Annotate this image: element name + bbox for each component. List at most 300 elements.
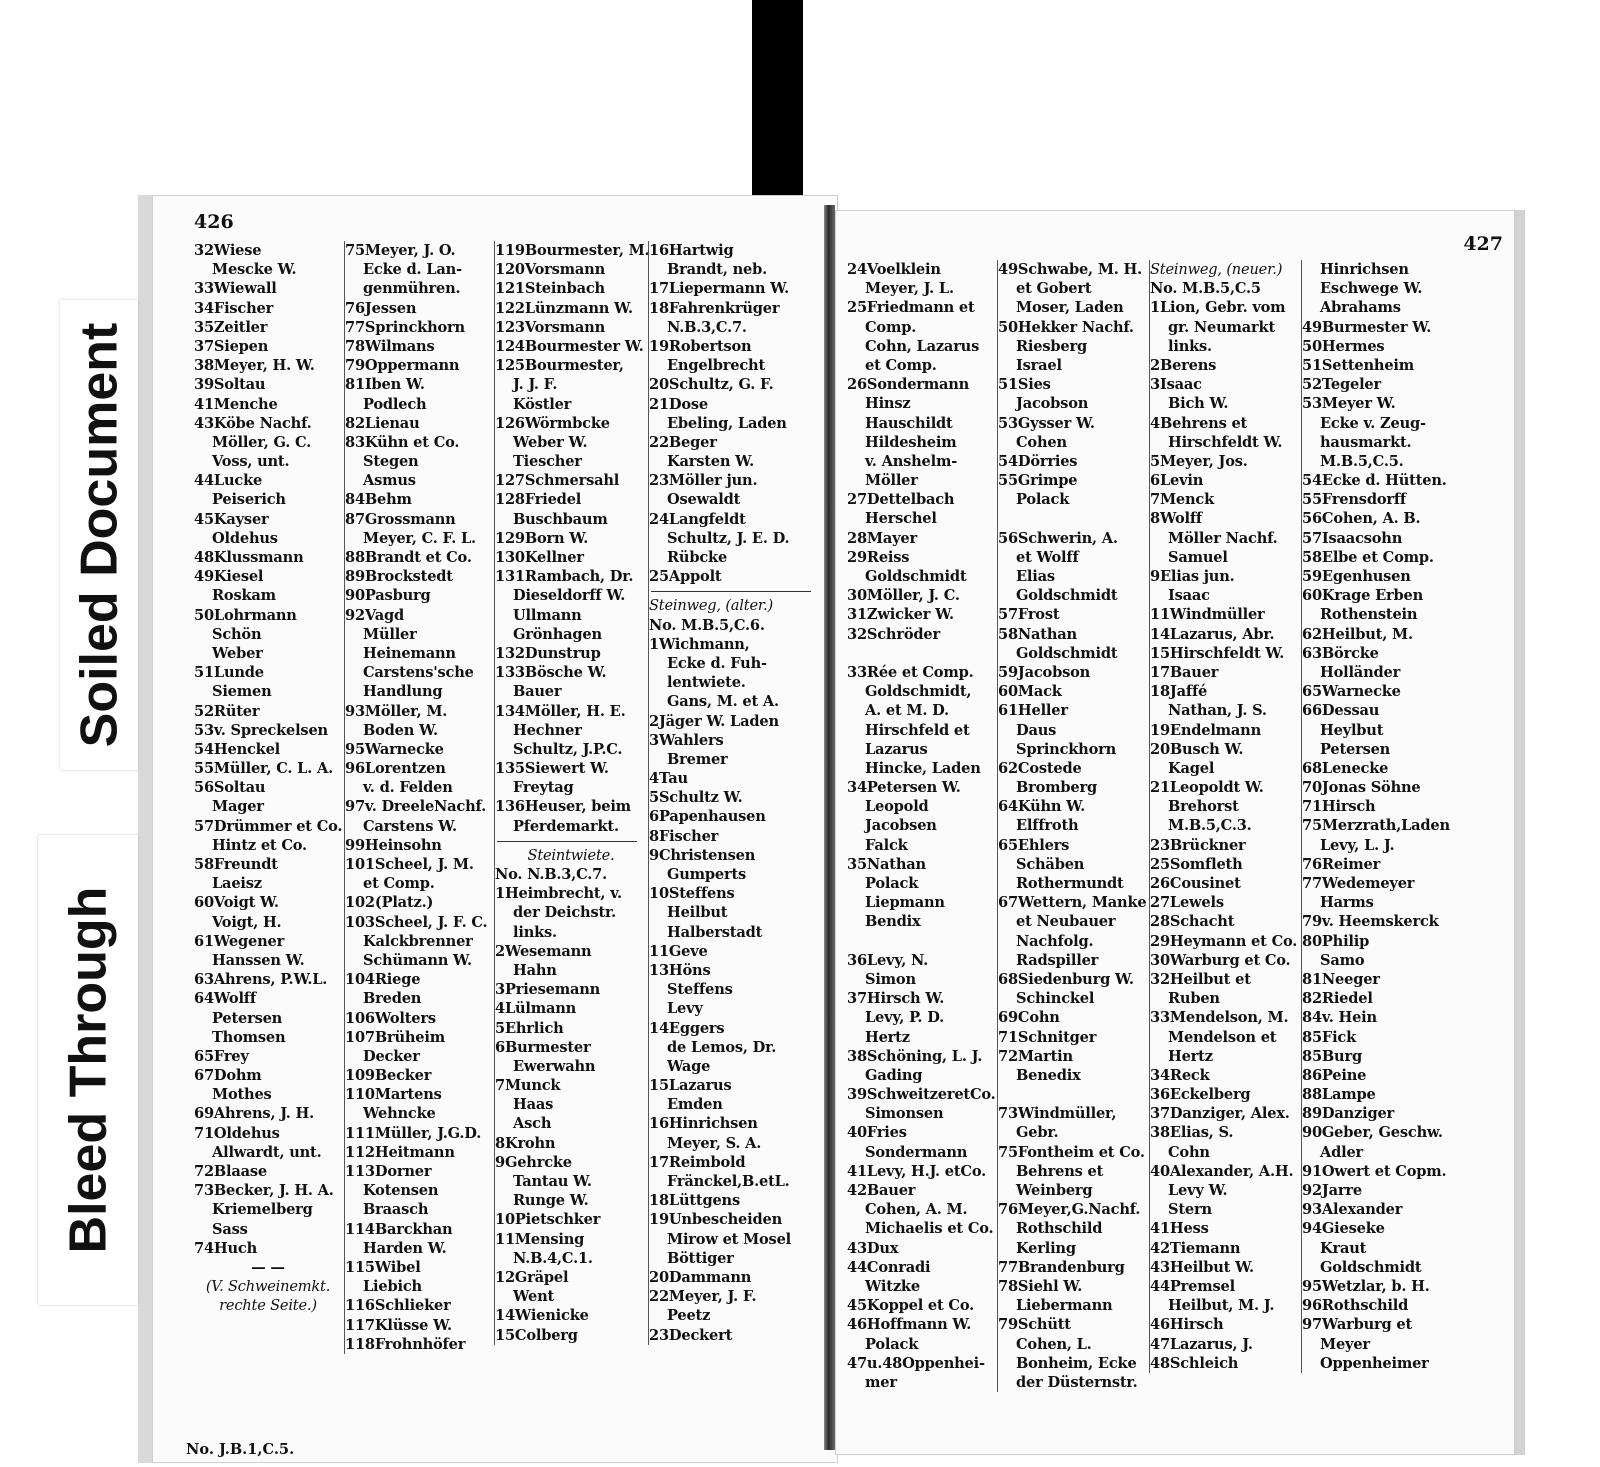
directory-entry: 121Steinbach xyxy=(495,280,605,298)
directory-entry: 24Voelklein xyxy=(847,261,941,278)
directory-entry: 52Rüter xyxy=(194,702,260,720)
directory-entry: 75Meyer, J. O. xyxy=(345,242,456,259)
directory-entry: Kagel xyxy=(1168,759,1215,777)
directory-entry: 60Krage Erben xyxy=(1302,587,1424,605)
directory-entry: Went xyxy=(513,1288,555,1306)
directory-entry: 4Behrens et xyxy=(1150,414,1248,432)
directory-entry: Möller xyxy=(865,472,918,490)
directory-entry: 97v. DreeleNachf. xyxy=(345,798,486,816)
directory-entry: Heylbut xyxy=(1320,721,1384,739)
directory-entry: Wehncke xyxy=(363,1105,436,1123)
directory-entry: 30Warburg et Co. xyxy=(1150,951,1291,969)
directory-entry: 55Müller, C. L. A. xyxy=(194,760,333,778)
directory-entry: Ewerwahn xyxy=(513,1057,596,1075)
directory-entry: 72Blaase xyxy=(194,1163,268,1180)
directory-entry: 88Brandt et Co. xyxy=(345,549,472,566)
directory-entry: Elias xyxy=(1016,568,1055,585)
directory-entry: 4Tau xyxy=(649,770,688,788)
directory-entry: 24Langfeldt xyxy=(649,510,746,528)
directory-entry: 50Hermes xyxy=(1302,337,1385,355)
directory-entry: Meyer xyxy=(1320,1335,1370,1353)
directory-entry: 48Schleich xyxy=(1150,1354,1239,1372)
directory-entry: 29Reiss xyxy=(847,548,910,566)
directory-entry: 1Heimbrecht, v. xyxy=(495,885,622,903)
directory-entry: 53Meyer W. xyxy=(1302,395,1396,413)
directory-entry: 79Oppermann xyxy=(345,357,460,375)
directory-entry: M.B.5,C.5. xyxy=(1320,452,1404,470)
directory-entry: 82Lienau xyxy=(345,414,420,432)
directory-entry: 25Somfleth xyxy=(1150,855,1243,873)
directory-entry: 57Isaacsohn xyxy=(1302,529,1403,547)
directory-entry: 52Tegeler xyxy=(1302,376,1381,394)
directory-entry: Schön xyxy=(212,625,262,643)
bleed-through-label xyxy=(38,835,138,1305)
directory-entry: 77Sprinckhorn xyxy=(345,318,465,336)
book-gutter xyxy=(824,205,835,1450)
directory-entry: links. xyxy=(513,923,557,941)
left-column-1 xyxy=(194,241,342,1316)
directory-entry: 59Egenhusen xyxy=(1302,568,1411,585)
directory-entry: Liebermann xyxy=(1016,1297,1113,1315)
directory-entry: Möller, G. C. xyxy=(212,433,311,451)
directory-entry: A. et M. D. xyxy=(865,702,949,720)
directory-entry: 58Nathan xyxy=(998,625,1077,643)
directory-entry: 4Lülmann xyxy=(495,1000,577,1018)
directory-entry: 43Heilbut W. xyxy=(1150,1258,1254,1276)
directory-entry: 54Dörries xyxy=(998,452,1078,470)
directory-entry: Levy, L. J. xyxy=(1320,836,1395,854)
directory-entry: 97Warburg et xyxy=(1302,1316,1412,1334)
directory-entry: 132Dunstrup xyxy=(495,644,601,662)
directory-entry: Grönhagen xyxy=(513,625,602,643)
directory-entry: Oppenheimer xyxy=(1320,1354,1429,1372)
directory-entry: 51Sies xyxy=(998,376,1051,394)
directory-entry: 77Brandenburg xyxy=(998,1258,1125,1276)
directory-entry: 78Wilmans xyxy=(345,337,435,355)
directory-entry: 59Jacobson xyxy=(998,663,1091,681)
directory-entry: 51Lunde xyxy=(194,664,264,682)
directory-entry: Osewaldt xyxy=(667,491,741,509)
directory-entry: et Wolff xyxy=(1016,548,1079,566)
directory-entry: et Comp. xyxy=(363,875,435,893)
directory-entry: 82Riedel xyxy=(1302,990,1373,1008)
directory-entry: 16Hinrichsen xyxy=(649,1115,758,1133)
directory-entry: 2Jäger W. Laden xyxy=(649,712,779,730)
directory-entry: Bonheim, Ecke xyxy=(1016,1354,1137,1372)
right-page xyxy=(835,210,1525,1455)
directory-entry: Brandt, neb. xyxy=(667,261,767,279)
directory-entry: 17Liepermann W. xyxy=(649,280,789,298)
directory-entry: 34Fischer xyxy=(194,299,274,317)
soiled-document-text: Soiled Document xyxy=(70,322,128,748)
right-column-1 xyxy=(847,260,995,1392)
directory-entry: 19Unbescheiden xyxy=(649,1211,782,1229)
right-column-2 xyxy=(997,260,1148,1392)
directory-entry: 113Dorner xyxy=(345,1163,432,1180)
directory-entry: Asmus xyxy=(363,472,416,490)
directory-entry: 62Costede xyxy=(998,759,1082,777)
directory-entry: 39SchweitzeretCo. xyxy=(847,1086,996,1104)
directory-entry: Adler xyxy=(1320,1143,1364,1161)
directory-entry: 14Eggers xyxy=(649,1019,725,1037)
directory-entry: Halberstadt xyxy=(667,923,763,941)
directory-entry: 8Krohn xyxy=(495,1134,556,1152)
directory-entry: Nachfolg. xyxy=(1016,932,1094,950)
directory-entry: 32Wiese xyxy=(194,242,262,259)
directory-entry: 133Bösche W. xyxy=(495,664,607,682)
directory-entry: 19Endelmann xyxy=(1150,721,1261,739)
directory-entry: Boden W. xyxy=(363,721,438,739)
left-page xyxy=(138,195,838,1463)
directory-entry: Decker xyxy=(363,1047,420,1065)
directory-entry: Cohen, A. M. xyxy=(865,1201,968,1219)
directory-entry: Ullmann xyxy=(513,606,582,624)
directory-entry: 11Mensing xyxy=(495,1230,585,1248)
directory-entry: Ecke d. Lan- xyxy=(363,261,462,279)
directory-entry: Mirow et Mosel xyxy=(667,1230,792,1248)
directory-entry: 38Schöning, L. J. xyxy=(847,1047,983,1065)
directory-entry: Carstens'sche xyxy=(363,664,474,682)
directory-entry: Hirschfeldt W. xyxy=(1168,433,1283,451)
directory-entry: Hechner xyxy=(513,721,582,739)
directory-entry: 90Geber, Geschw. xyxy=(1302,1124,1443,1142)
directory-entry: 32Schröder xyxy=(847,625,940,643)
directory-entry: Nathan, J. S. xyxy=(1168,702,1267,720)
directory-entry: 7Munck xyxy=(495,1077,561,1095)
directory-entry: Schäben xyxy=(1016,855,1085,873)
directory-entry: 122Lünzmann W. xyxy=(495,299,633,317)
directory-entry: Tantau W. xyxy=(513,1173,592,1190)
directory-entry: Podlech xyxy=(363,395,427,413)
directory-entry: 38Elias, S. xyxy=(1150,1124,1234,1142)
directory-entry: 15Hirschfeldt W. xyxy=(1150,644,1285,662)
directory-entry: 30Möller, J. C. xyxy=(847,587,960,605)
directory-entry: Asch xyxy=(513,1115,552,1133)
directory-entry: 124Bourmester W. xyxy=(495,337,644,355)
directory-entry: 50Lohrmann xyxy=(194,606,297,624)
directory-entry: Leopold xyxy=(865,798,929,816)
directory-entry: mer xyxy=(865,1373,897,1391)
directory-entry: Steffens xyxy=(667,981,733,999)
directory-entry: 102(Platz.) xyxy=(345,894,434,912)
directory-entry: et Comp. xyxy=(865,356,937,374)
directory-entry: 95Wetzlar, b. H. xyxy=(1302,1277,1430,1295)
directory-entry: 80Philip xyxy=(1302,932,1370,950)
directory-entry: Lazarus xyxy=(865,740,928,758)
directory-entry: 60Mack xyxy=(998,683,1062,701)
directory-entry: 64Wolff xyxy=(194,990,256,1008)
directory-entry: Liepmann xyxy=(865,894,945,912)
directory-entry: 90Pasburg xyxy=(345,587,431,605)
directory-entry: No. N.B.3,C.7. xyxy=(495,866,607,883)
directory-entry: 116Schlieker xyxy=(345,1297,451,1315)
directory-entry: 31Zwicker W. xyxy=(847,606,954,624)
directory-entry: 33Wiewall xyxy=(194,280,277,298)
directory-entry: 37Danziger, Alex. xyxy=(1150,1105,1290,1123)
directory-entry: Peetz xyxy=(667,1307,711,1325)
directory-entry: Cohen xyxy=(1016,433,1067,451)
directory-entry: 18Fahrenkrüger xyxy=(649,299,780,317)
directory-entry: 36Eckelberg xyxy=(1150,1086,1251,1104)
directory-entry: 18Lüttgens xyxy=(649,1192,740,1210)
directory-entry: 23Deckert xyxy=(649,1326,733,1344)
directory-entry: 75Fontheim et Co. xyxy=(998,1143,1145,1161)
directory-entry: Oldehus xyxy=(212,529,278,547)
directory-entry: 37Hirsch W. xyxy=(847,990,945,1008)
directory-entry: 89Brockstedt xyxy=(345,568,453,586)
directory-entry: 42Bauer xyxy=(847,1182,916,1199)
directory-entry: 87Grossmann xyxy=(345,510,456,528)
directory-entry: Kraut xyxy=(1320,1239,1367,1257)
directory-entry: Pferdemarkt. xyxy=(513,817,619,835)
directory-entry: Karsten W. xyxy=(667,453,754,471)
directory-entry: Hinsz xyxy=(865,395,911,413)
directory-entry: 6Papenhausen xyxy=(649,808,766,826)
directory-entry: 20Schultz, G. F. xyxy=(649,376,774,394)
directory-entry: 76Jessen xyxy=(345,299,417,317)
directory-entry: Bich W. xyxy=(1168,395,1229,413)
directory-entry: Heilbut xyxy=(667,904,728,922)
directory-entry: No. M.B.5,C.6. xyxy=(649,616,765,634)
directory-entry: Sprinckhorn xyxy=(1016,740,1117,758)
directory-entry: Schümann W. xyxy=(363,951,472,969)
directory-entry: 128Friedel xyxy=(495,491,582,509)
directory-entry: Jacobson xyxy=(1016,395,1089,413)
directory-entry: 103Scheel, J. F. C. xyxy=(345,913,488,931)
directory-entry: 6Burmester xyxy=(495,1038,591,1056)
directory-entry: Riesberg xyxy=(1016,337,1087,355)
directory-entry: Meyer, C. F. L. xyxy=(363,529,476,547)
directory-entry: Goldschmidt xyxy=(865,568,967,585)
directory-entry: 45Koppel et Co. xyxy=(847,1297,975,1315)
street-heading: Steintwiete. xyxy=(527,846,615,864)
directory-entry: Gans, M. et A. xyxy=(667,693,779,711)
directory-entry: Dieseldorff W. xyxy=(513,587,626,605)
directory-entry: 135Siewert W. xyxy=(495,760,609,778)
directory-entry: hausmarkt. xyxy=(1320,433,1412,451)
directory-entry: Gading xyxy=(865,1066,923,1084)
directory-entry: Cohn, Lazarus xyxy=(865,337,980,355)
directory-entry: Weinberg xyxy=(1016,1182,1093,1199)
directory-entry: N.B.4,C.1. xyxy=(513,1249,593,1267)
directory-entry: Abrahams xyxy=(1320,299,1401,317)
directory-entry: 77Wedemeyer xyxy=(1302,875,1415,892)
directory-entry: 51Settenheim xyxy=(1302,356,1414,374)
right-column-4 xyxy=(1301,260,1452,1373)
directory-entry: 1Wichmann, xyxy=(649,635,750,653)
directory-entry: 65Frey xyxy=(194,1047,249,1065)
left-page-number: 426 xyxy=(194,211,234,233)
directory-entry: Moser, Laden xyxy=(1016,299,1124,317)
directory-entry: 5Meyer, Jos. xyxy=(1150,452,1248,470)
directory-entry: 81Iben W. xyxy=(345,376,425,394)
directory-entry: 22Beger xyxy=(649,433,717,451)
directory-entry: Handlung xyxy=(363,683,443,701)
directory-entry: Heilbut, M. J. xyxy=(1168,1297,1275,1315)
directory-entry: 33Rée et Comp. xyxy=(847,663,974,681)
bleed-through-text: Bleed Through xyxy=(59,886,117,1254)
directory-entry xyxy=(998,1085,1148,1104)
directory-entry: 104Riege xyxy=(345,971,421,989)
directory-entry: 94Gieseke xyxy=(1302,1220,1385,1238)
directory-entry: 38Meyer, H. W. xyxy=(194,357,315,375)
directory-entry: 23Brückner xyxy=(1150,836,1246,854)
directory-entry: N.B.3,C.7. xyxy=(667,318,747,336)
directory-entry: Petersen xyxy=(212,1009,283,1027)
directory-entry: Rothschild xyxy=(1016,1220,1103,1238)
directory-entry: links. xyxy=(1168,337,1212,355)
directory-entry: Hincke, Laden xyxy=(865,759,981,777)
directory-entry: de Lemos, Dr. xyxy=(667,1038,777,1056)
directory-entry: 71Oldehus xyxy=(194,1124,280,1142)
directory-entry: Mager xyxy=(212,798,264,816)
directory-entry: 33Mendelson, M. xyxy=(1150,1009,1289,1027)
street-heading: Steinweg, (neuer.) xyxy=(1150,261,1283,278)
directory-entry: Behrens et xyxy=(1016,1162,1104,1180)
directory-entry: 66Dessau xyxy=(1302,702,1380,720)
directory-entry: 10Pietschker xyxy=(495,1211,601,1229)
directory-entry: Allwardt, unt. xyxy=(212,1143,322,1161)
directory-entry: 40Fries xyxy=(847,1124,907,1142)
directory-entry: Levy xyxy=(667,1000,703,1018)
directory-entry: Holländer xyxy=(1320,663,1401,681)
directory-entry: 112Heitmann xyxy=(345,1143,455,1161)
directory-entry: 119Bourmester, M. xyxy=(495,242,650,259)
directory-entry xyxy=(847,932,995,951)
directory-entry: 81Neeger xyxy=(1302,970,1380,988)
column-divider-rule xyxy=(649,586,821,596)
directory-entry: Gebr. xyxy=(1016,1124,1059,1142)
directory-entry: 127Schmersahl xyxy=(495,472,620,490)
directory-entry: Gumperts xyxy=(667,866,747,883)
directory-entry: 69Ahrens, J. H. xyxy=(194,1105,315,1123)
directory-entry: Petersen xyxy=(1320,740,1391,758)
directory-entry: Weber xyxy=(212,644,263,662)
directory-entry: 67Dohm xyxy=(194,1067,262,1085)
directory-entry: v. Anshelm- xyxy=(865,452,958,470)
directory-entry: 57Drümmer et Co. xyxy=(194,817,343,835)
directory-entry: Kerling xyxy=(1016,1239,1076,1257)
directory-entry: 56Cohen, A. B. xyxy=(1302,510,1421,528)
directory-entry: 3Isaac xyxy=(1150,376,1202,394)
directory-entry: 53v. Spreckelsen xyxy=(194,721,328,739)
directory-entry xyxy=(847,644,995,663)
directory-entry: 21Dose xyxy=(649,395,708,413)
directory-entry: 55Grimpe xyxy=(998,472,1078,490)
directory-entry: Harden W. xyxy=(363,1239,447,1257)
directory-entry: 96Lorentzen xyxy=(345,760,446,778)
directory-entry: 106Wolters xyxy=(345,1009,436,1027)
directory-entry: 65Warnecke xyxy=(1302,683,1401,701)
directory-entry: 79Schütt xyxy=(998,1316,1071,1334)
directory-entry: Kriemelberg xyxy=(212,1201,313,1219)
directory-entry: der Deichstr. xyxy=(513,904,617,922)
directory-entry: Hintz et Co. xyxy=(212,836,307,854)
directory-entry: Köstler xyxy=(513,395,572,413)
directory-entry: 41Hess xyxy=(1150,1220,1209,1238)
directory-entry: 39Soltau xyxy=(194,376,266,394)
directory-entry: Mendelson et xyxy=(1168,1028,1277,1046)
directory-entry: Freytag xyxy=(513,779,574,797)
left-column-2 xyxy=(344,241,493,1354)
directory-entry: 95Warnecke xyxy=(345,740,444,758)
directory-entry: 2Wesemann xyxy=(495,942,592,960)
directory-entry: 61Heller xyxy=(998,702,1068,720)
directory-entry: Haas xyxy=(513,1096,554,1114)
directory-entry: Polack xyxy=(865,1335,919,1353)
directory-entry: Goldschmidt xyxy=(1016,587,1118,605)
directory-entry: 49Schwabe, M. H. xyxy=(998,261,1142,278)
directory-entry: Hahn xyxy=(513,961,557,979)
directory-entry: 5Schultz W. xyxy=(649,789,743,807)
directory-entry: — — xyxy=(251,1258,285,1276)
directory-entry: 60Voigt W. xyxy=(194,894,279,912)
column-divider-rule xyxy=(495,836,647,846)
directory-entry: Engelbrecht xyxy=(667,357,765,375)
directory-entry: 62Heilbut, M. xyxy=(1302,625,1413,643)
directory-entry: der Düsternstr. xyxy=(1016,1373,1138,1391)
directory-entry: 43Köbe Nachf. xyxy=(194,414,312,432)
directory-entry: No. M.B.5,C.5 xyxy=(1150,280,1261,298)
directory-entry: 76Reimer xyxy=(1302,855,1381,873)
directory-entry: Thomsen xyxy=(212,1028,286,1046)
directory-entry: Cohen, L. xyxy=(1016,1335,1092,1353)
directory-entry: Bremer xyxy=(667,750,728,768)
directory-entry: Samo xyxy=(1320,951,1365,969)
directory-entry: 32Heilbut et xyxy=(1150,970,1251,988)
directory-entry: Goldschmidt xyxy=(1320,1258,1422,1276)
directory-entry: 114Barckhan xyxy=(345,1220,453,1238)
directory-entry: 11Geve xyxy=(649,942,708,960)
directory-entry: 129Born W. xyxy=(495,529,589,547)
directory-entry: Voigt, H. xyxy=(212,913,282,931)
directory-entry: 44Conradi xyxy=(847,1258,931,1276)
directory-entry: 117Klüsse W. xyxy=(345,1316,452,1334)
directory-entry: 40Alexander, A.H. xyxy=(1150,1162,1294,1180)
directory-entry: 26Sondermann xyxy=(847,376,970,394)
directory-entry: Polack xyxy=(865,875,919,892)
directory-entry: Radspiller xyxy=(1016,951,1099,969)
directory-entry: 79v. Heemskerck xyxy=(1302,913,1439,931)
directory-entry: gr. Neumarkt xyxy=(1168,318,1275,336)
directory-entry: 72Martin xyxy=(998,1047,1073,1065)
directory-entry: 20Busch W. xyxy=(1150,740,1244,758)
left-column-3 xyxy=(494,241,650,1345)
directory-entry: Levy W. xyxy=(1168,1182,1228,1199)
directory-entry: Hildesheim xyxy=(865,433,957,451)
directory-entry: 131Rambach, Dr. xyxy=(495,568,634,586)
directory-entry: 47u.48Oppenhei- xyxy=(847,1354,985,1372)
directory-entry: 45Kayser xyxy=(194,510,269,528)
directory-entry: Fränckel,B.etL. xyxy=(667,1173,790,1190)
directory-entry: 15Colberg xyxy=(495,1326,578,1344)
directory-entry: 56Schwerin, A. xyxy=(998,529,1118,547)
directory-entry: Schultz, J. E. D. xyxy=(667,529,790,547)
directory-entry: Rübcke xyxy=(667,549,728,566)
directory-entry: Levy, P. D. xyxy=(865,1009,945,1027)
directory-entry: 9Christensen xyxy=(649,846,756,864)
directory-entry: Harms xyxy=(1320,894,1374,912)
directory-entry: 37Siepen xyxy=(194,337,269,355)
directory-entry: Hirschfeld et xyxy=(865,721,970,739)
directory-entry: Schinckel xyxy=(1016,990,1095,1008)
directory-entry: Ecke v. Zeug- xyxy=(1320,414,1426,432)
directory-entry: Meyer, S. A. xyxy=(667,1134,762,1152)
directory-entry: 92Jarre xyxy=(1302,1182,1362,1199)
directory-entry: Liebich xyxy=(363,1278,422,1296)
directory-entry: Schultz, J.P.C. xyxy=(513,740,623,758)
directory-entry: Israel xyxy=(1016,356,1062,374)
